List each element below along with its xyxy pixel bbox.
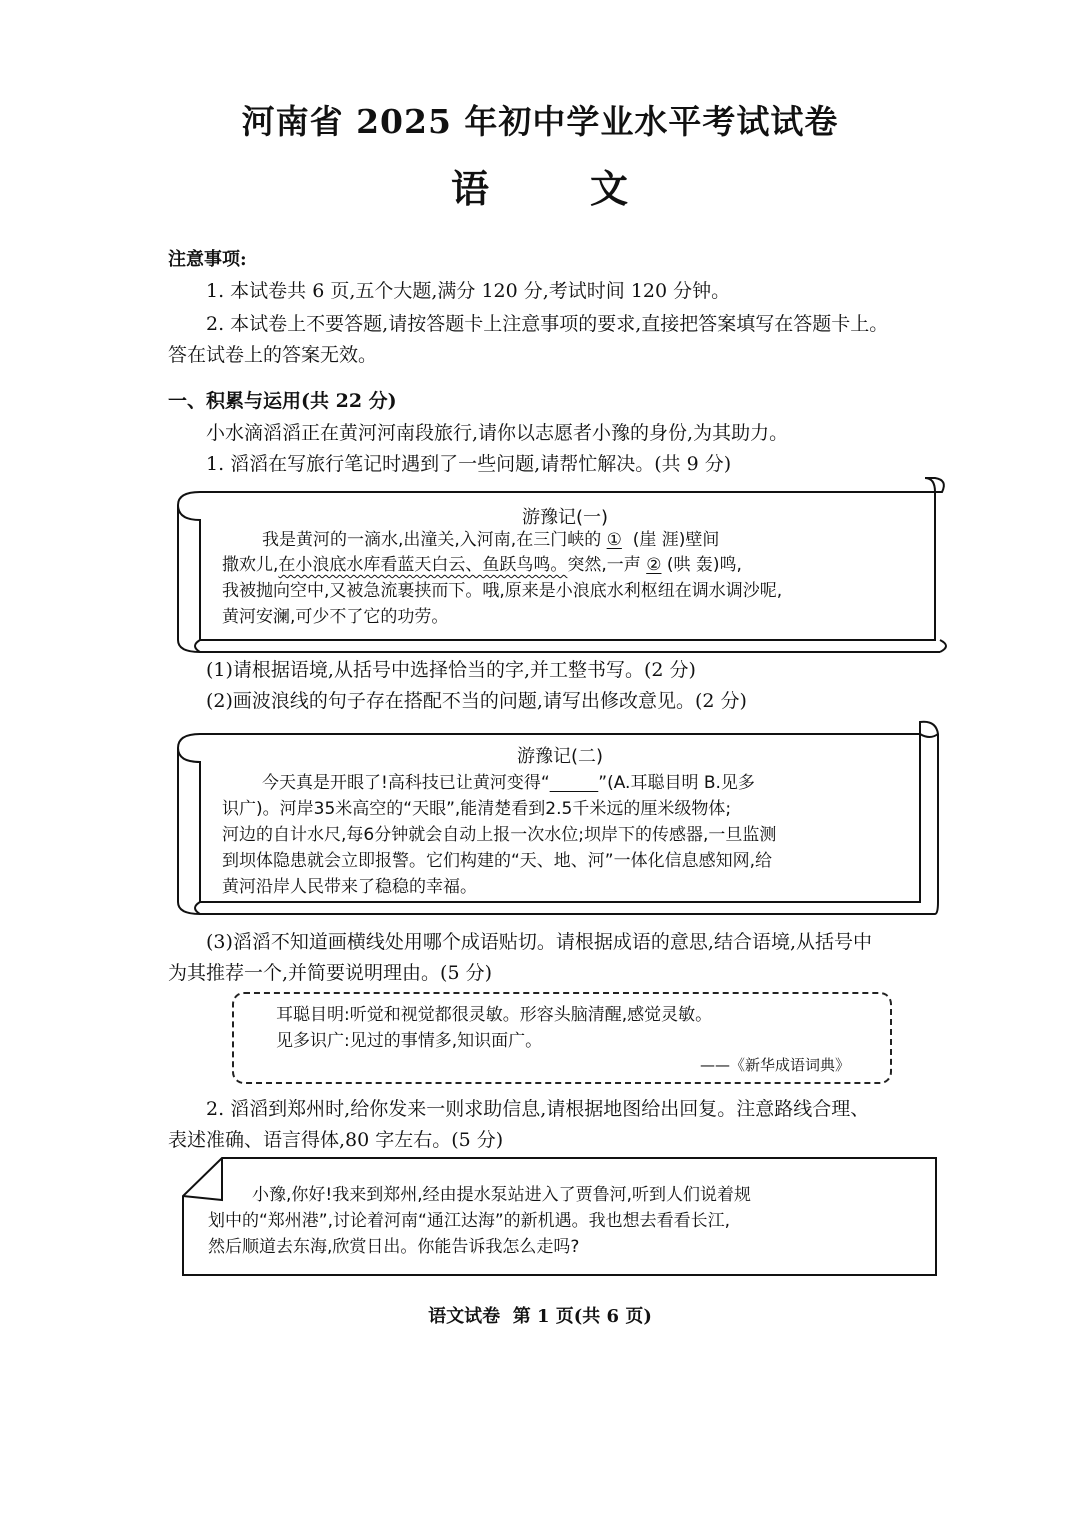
scroll2-title: 游豫记(二) bbox=[516, 746, 604, 767]
question-2a: 2. 滔滔到郑州时,给你发来一则求助信息,请根据地图给出回复。注意路线合理、 bbox=[206, 1098, 870, 1120]
scroll1-line-4: 黄河安澜,可少不了它的功劳。 bbox=[222, 607, 449, 627]
scroll1-line-3: 我被抛向空中,又被急流裹挟而下。哦,原来是小浪底水利枢纽在调水调沙呢, bbox=[222, 581, 783, 601]
scroll1-line-1: 我是黄河的一滴水,出潼关,入河南,在三门峡的 ① (崖 涯)壁间 bbox=[262, 530, 720, 550]
scroll1-title: 游豫记(一) bbox=[521, 507, 609, 528]
scroll2-line-4: 到坝体隐患就会立即报警。它们构建的“天、地、河”一体化信息感知网,给 bbox=[222, 851, 773, 871]
page-footer: 语文试卷 第 1 页(共 6 页) bbox=[428, 1306, 652, 1327]
subject-char-1: 语 bbox=[450, 166, 490, 211]
q1-sub-3b: 为其推荐一个,并简要说明理由。(5 分) bbox=[168, 962, 492, 984]
scroll2-line-2: 识广)。河岸35米高空的“天眼”,能清楚看到2.5千米远的厘米级物体; bbox=[222, 799, 732, 819]
q1-sub-1: (1)请根据语境,从括号中选择恰当的字,并工整书写。(2 分) bbox=[206, 659, 696, 681]
message-line-1: 小豫,你好!我来到郑州,经由提水泵站进入了贾鲁河,听到人们说着规 bbox=[252, 1185, 752, 1205]
scroll2-line-5: 黄河沿岸人民带来了稳稳的幸福。 bbox=[222, 877, 477, 897]
dict-line-1: 耳聪目明:听觉和视觉都很灵敏。形容头脑清醒,感觉灵敏。 bbox=[276, 1005, 713, 1025]
message-line-2: 划中的“郑州港”,讨论着河南“通江达海”的新机遇。我也想去看看长江, bbox=[208, 1211, 731, 1231]
scroll1-line-2: 撒欢儿,在小浪底水库看蓝天白云、鱼跃鸟鸣。突然,一声 ② (哄 轰)鸣, bbox=[222, 555, 742, 575]
scroll2-line-3: 河边的自计水尺,每6分钟就会自动上报一次水位;坝岸下的传感器,一旦监测 bbox=[222, 825, 777, 845]
notice-item-2a: 2. 本试卷上不要答题,请按答题卡上注意事项的要求,直接把答案填写在答题卡上。 bbox=[206, 313, 889, 335]
scroll2-line-1: 今天真是开眼了!高科技已让黄河变得“ ”(A.耳聪目明 B.见多 bbox=[262, 773, 755, 793]
blank-1: ① bbox=[606, 530, 622, 550]
question-2b: 表述准确、语言得体,80 字左右。(5 分) bbox=[168, 1129, 504, 1151]
wavy-sentence: 在小浪底水库看蓝天白云、鱼跃鸟鸣。 bbox=[278, 555, 568, 575]
dict-source: ——《新华成语词典》 bbox=[700, 1056, 851, 1074]
exam-title: 河南省 2025 年初中学业水平考试试卷 bbox=[241, 102, 839, 141]
dict-line-2: 见多识广:见过的事情多,知识面广。 bbox=[276, 1031, 543, 1051]
message-line-3: 然后顺道去东海,欣赏日出。你能告诉我怎么走吗? bbox=[208, 1237, 580, 1257]
subject-char-2: 文 bbox=[590, 166, 630, 211]
q1-sub-2: (2)画波浪线的句子存在搭配不当的问题,请写出修改意见。(2 分) bbox=[206, 690, 747, 712]
notice-item-2b: 答在试卷上的答案无效。 bbox=[168, 344, 378, 366]
notice-heading: 注意事项: bbox=[168, 249, 247, 270]
section1-intro: 小水滴滔滔正在黄河河南段旅行,请你以志愿者小豫的身份,为其助力。 bbox=[206, 422, 789, 444]
section1-heading: 一、积累与运用(共 22 分) bbox=[168, 390, 397, 412]
q1-sub-3a: (3)滔滔不知道画横线处用哪个成语贴切。请根据成语的意思,结合语境,从括号中 bbox=[206, 931, 872, 953]
blank-2: ② bbox=[646, 555, 662, 575]
question-1: 1. 滔滔在写旅行笔记时遇到了一些问题,请帮忙解决。(共 9 分) bbox=[206, 453, 732, 475]
notice-item-1: 1. 本试卷共 6 页,五个大题,满分 120 分,考试时间 120 分钟。 bbox=[206, 280, 731, 302]
